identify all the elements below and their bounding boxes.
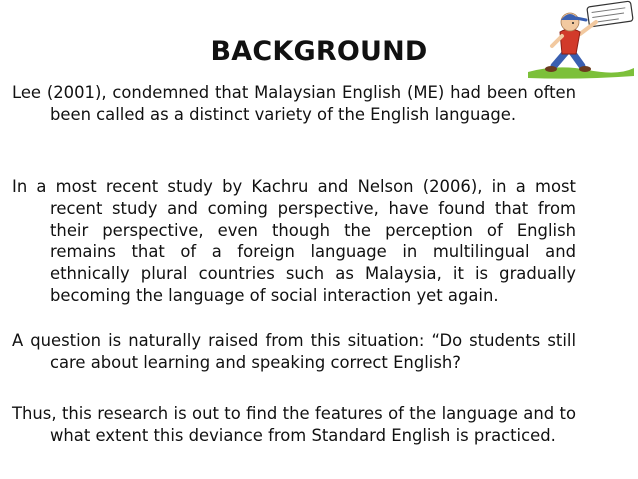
paragraph-4: Thus, this research is out to find the features of the language and to what extent this deviance from Standard English is practiced.	[12, 404, 576, 445]
paragraph-3: A question is naturally raised from this situation: “Do students still care about learning and speaking correct English?	[12, 331, 576, 372]
running-boy-with-sign-icon	[518, 0, 636, 80]
paragraph-2: In a most recent study by Kachru and Nelson (2006), in a most recent study and coming perspective, have found that from their perspective, even though the perception of English remains that of a foreign language in multilingual and ethnically plural countries such as Malaysia, it is gradually becoming the language of social interaction yet again.	[12, 177, 576, 305]
paragraph-1: Lee (2001), condemned that Malaysian English (ME) had been often been called as a distinct variety of the English language.	[12, 83, 576, 124]
slide-title: BACKGROUND	[210, 36, 428, 67]
